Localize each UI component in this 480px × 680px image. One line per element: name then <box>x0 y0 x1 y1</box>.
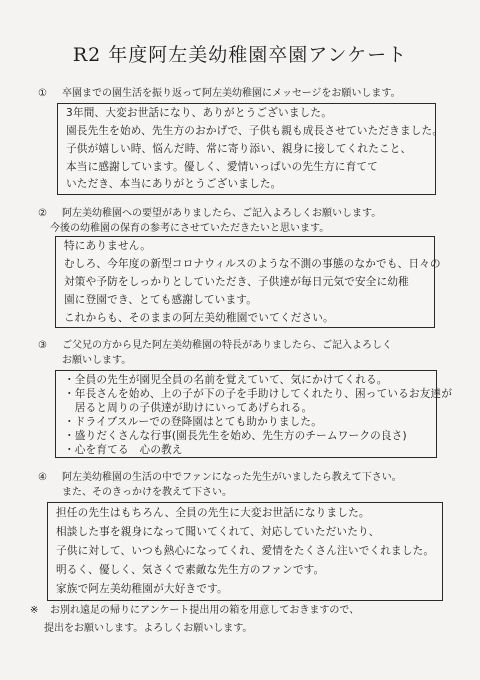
question-text: お願いします。 <box>62 355 132 366</box>
answer-line: 3年間、大変お世話になり、ありがとうございました。 <box>66 107 332 119</box>
answer-box-4 <box>47 502 443 601</box>
answer-line: むしろ、今年度の新型コロナウィルスのような不測の事態のなかでも、日々の <box>64 258 441 270</box>
question-text: また、そのきっかけを教えて下さい。 <box>62 487 232 498</box>
answer-line: ・盛りだくさんな行事(園長先生を始め、先生方のチームワークの良さ) <box>64 430 407 442</box>
page-title: R2 年度阿左美幼稚園卒園アンケート <box>72 44 408 66</box>
answer-line: いただき、本当にありがとうございました。 <box>66 178 282 190</box>
footer-note <box>30 602 360 638</box>
answer-line: ・ドライブスルーでの登降園はとても助かりました。 <box>64 416 322 428</box>
answer-line: 園長先生を始め、先生方のおかげで、子供も親も成長させていただきました。 <box>66 125 444 137</box>
answer-line: 子供が嬉しい時、悩んだ時、常に寄り添い、親身に接してくれたこと、 <box>66 143 412 155</box>
answer-line: 対策や予防をしっかりとしていただき、子供達が毎日元気で安全に幼稚 <box>64 276 409 288</box>
answer-line: これからも、そのままの阿左美幼稚園でいてください。 <box>64 312 334 324</box>
note-mark: ※ <box>30 605 39 616</box>
note-text: 提出をお願いします。よろしくお願いします。 <box>44 623 253 634</box>
answer-line: 子供に対して、いつも熱心になってくれ、愛情をたくさん注いでくれました。 <box>56 545 435 557</box>
question-text: ご父兄の方から見た阿左美幼稚園の特長がありましたら、ご記入よろしく <box>62 340 392 351</box>
answer-line: ・心を育てる 心の教え <box>64 444 183 456</box>
question-number: ② <box>38 208 47 219</box>
answer-line: 園に登園でき、とても感謝しています。 <box>64 294 258 306</box>
answer-box-3 <box>55 370 453 458</box>
answer-box-1 <box>57 103 444 195</box>
answer-line: 本当に感謝しています。優しく、愛情いっぱいの先生方に育てて <box>66 161 378 173</box>
answer-line: 家族で阿左美幼稚園が大好きです。 <box>56 583 228 595</box>
answer-line: ・年長さんを始め、上の子が下の子を手助けしてくれたり、困っているお友達が <box>64 388 453 400</box>
answer-line: 相談した事を親身になって聞いてくれて、対応していただいたり、 <box>56 526 380 538</box>
answer-line: ・全員の先生が園児全員の名前を覚えていて、気にかけてくれる。 <box>64 374 388 386</box>
question-number: ③ <box>38 340 47 351</box>
answer-box-2 <box>55 236 441 328</box>
note-text: お別れ遠足の帰りにアンケート提出用の箱を用意しておきますので、 <box>50 605 360 616</box>
answer-line: 居ると周りの子供達が助けにいってあげられる。 <box>64 402 313 414</box>
question-text: 阿左美幼稚園への要望がありましたら、ご記入よろしくお願いします。 <box>62 208 382 219</box>
question-number: ④ <box>38 472 47 483</box>
question-number: ① <box>38 88 47 99</box>
answer-line: 担任の先生はもちろん、全員の先生に大変お世話になりました。 <box>56 507 370 519</box>
question-text: 今後の幼稚園の保育の参考にさせていただきたいと思います。 <box>50 223 330 234</box>
question-text: 卒園までの園生活を振り返って阿左美幼稚園にメッセージをお願いします。 <box>62 88 401 99</box>
question-text: 阿左美幼稚園の生活の中でファンになった先生がいましたら教えて下さい。 <box>62 472 402 483</box>
answer-line: 明るく、優しく、気さくで素敵な先生方のファンです。 <box>56 564 325 576</box>
answer-line: 特にありません。 <box>64 240 151 252</box>
